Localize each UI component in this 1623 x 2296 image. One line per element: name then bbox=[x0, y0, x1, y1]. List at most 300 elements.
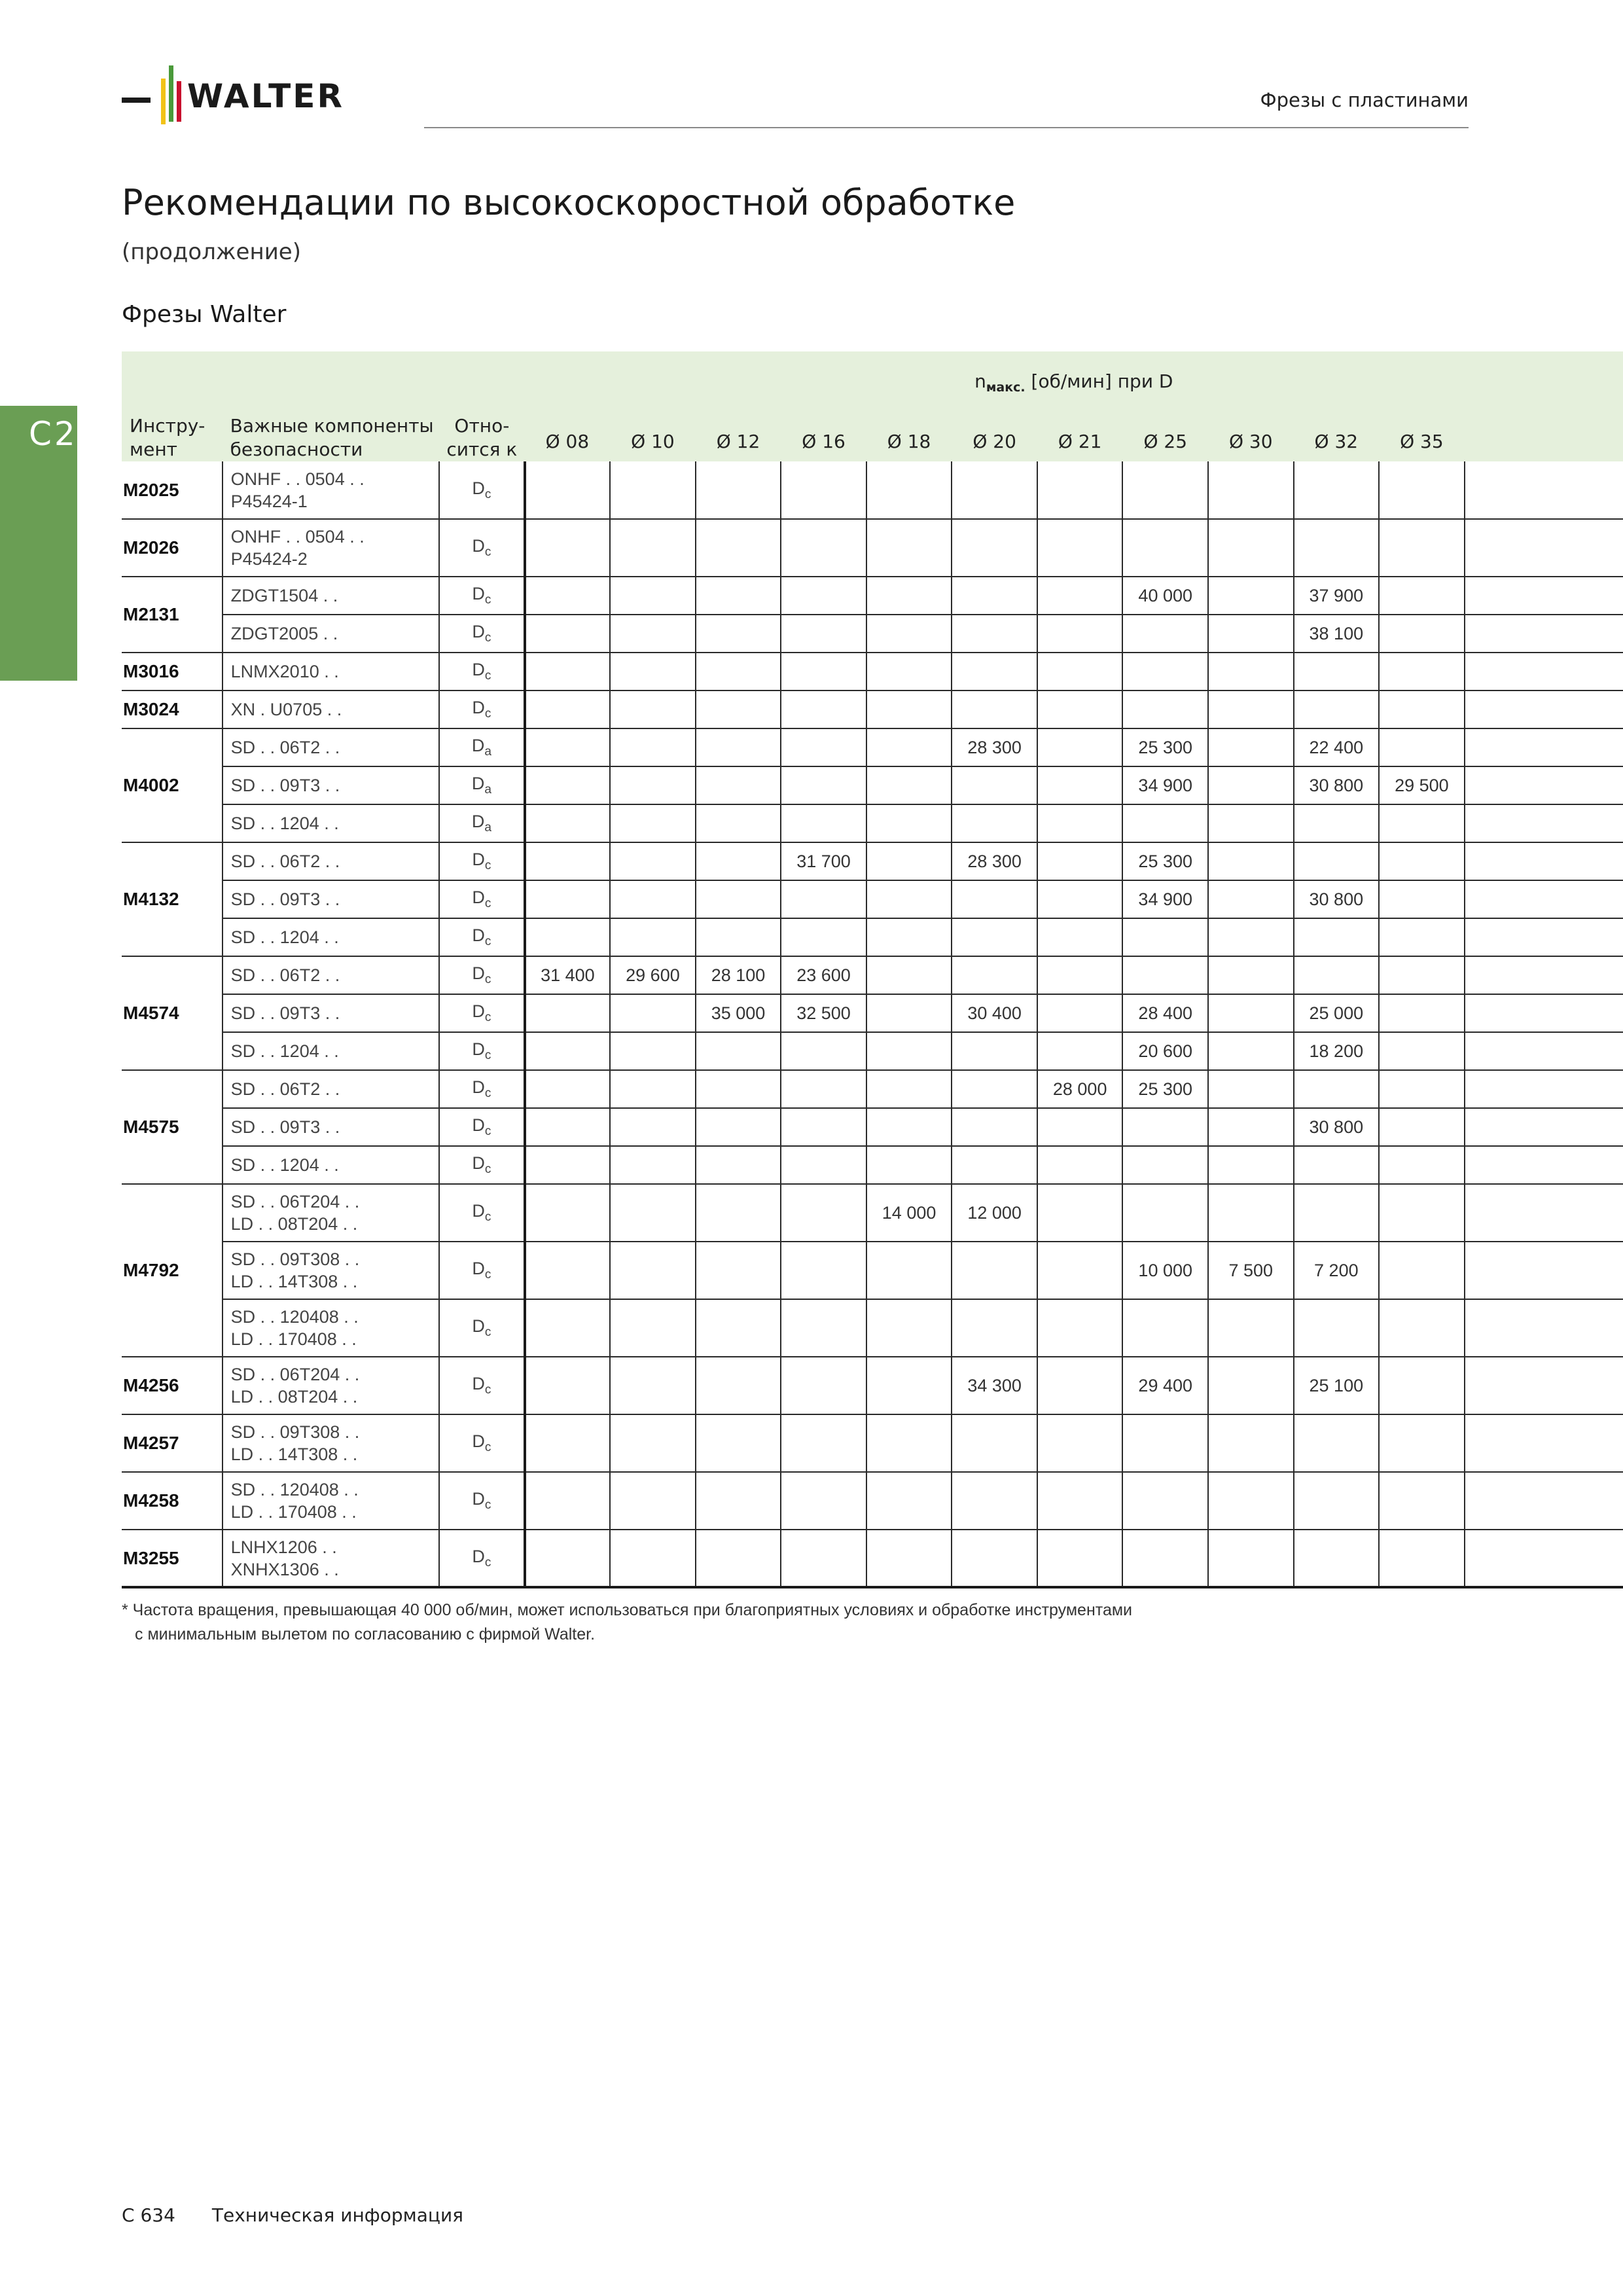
rpm-value: 18 200 bbox=[1294, 1032, 1380, 1070]
rpm-value bbox=[781, 918, 866, 956]
rpm-value bbox=[781, 519, 866, 577]
reference-cell: $D_c$ bbox=[439, 956, 525, 994]
rpm-value bbox=[781, 804, 866, 842]
page-subtitle: (продолжение) bbox=[122, 239, 301, 265]
component-cell bbox=[223, 577, 439, 615]
rpm-value bbox=[610, 994, 696, 1032]
rpm-value: 34 900 bbox=[1122, 880, 1208, 918]
rpm-value bbox=[952, 766, 1037, 804]
rpm-value bbox=[610, 1530, 696, 1587]
component-cell bbox=[223, 1146, 439, 1184]
rpm-value bbox=[866, 1242, 952, 1299]
rpm-value bbox=[525, 519, 611, 577]
rpm-value bbox=[696, 519, 781, 577]
table-row bbox=[122, 461, 1623, 519]
rpm-value bbox=[866, 918, 952, 956]
spare-cell bbox=[1465, 918, 1623, 956]
tool-code: M4792 bbox=[122, 1184, 223, 1357]
rpm-value bbox=[525, 842, 611, 880]
component-cell bbox=[223, 766, 439, 804]
rpm-value bbox=[525, 766, 611, 804]
reference-cell: $D_c$ bbox=[439, 918, 525, 956]
tool-code: M2025 bbox=[122, 461, 223, 519]
rpm-value bbox=[1037, 461, 1123, 519]
component-line: SD . . 06T2 . . bbox=[230, 738, 340, 757]
tool-code: M3255 bbox=[122, 1530, 223, 1587]
rpm-value bbox=[1208, 842, 1294, 880]
rpm-value bbox=[952, 577, 1037, 615]
rpm-value bbox=[866, 842, 952, 880]
rpm-value bbox=[1208, 728, 1294, 766]
rpm-value bbox=[1379, 1146, 1465, 1184]
table-row bbox=[122, 1070, 1623, 1108]
rpm-value bbox=[866, 880, 952, 918]
rpm-value bbox=[1122, 1472, 1208, 1530]
rpm-value bbox=[1037, 842, 1123, 880]
rpm-value bbox=[1208, 1108, 1294, 1146]
table-row bbox=[122, 577, 1623, 615]
rpm-value bbox=[1122, 956, 1208, 994]
rpm-value bbox=[610, 1108, 696, 1146]
rpm-value bbox=[952, 956, 1037, 994]
rpm-value bbox=[1122, 1184, 1208, 1242]
footer-text: Техническая информация bbox=[211, 2204, 464, 2226]
rpm-value bbox=[1037, 804, 1123, 842]
reference-cell: $D_c$ bbox=[439, 1299, 525, 1357]
reference-cell: $D_c$ bbox=[439, 1032, 525, 1070]
table-row bbox=[122, 918, 1623, 956]
rpm-value bbox=[1208, 1146, 1294, 1184]
rpm-value bbox=[1037, 766, 1123, 804]
rpm-value bbox=[1037, 880, 1123, 918]
spare-cell bbox=[1465, 691, 1623, 728]
rpm-value: 38 100 bbox=[1294, 615, 1380, 653]
rpm-group-header: $n_{макс.}$ [об/мин] при D bbox=[525, 351, 1623, 401]
rpm-value bbox=[1122, 1299, 1208, 1357]
rpm-value bbox=[952, 1242, 1037, 1299]
rpm-value bbox=[1037, 653, 1123, 691]
rpm-value bbox=[781, 1146, 866, 1184]
component-line: SD . . 1204 . . bbox=[230, 1041, 339, 1061]
rpm-value bbox=[1122, 461, 1208, 519]
rpm-value: 25 300 bbox=[1122, 842, 1208, 880]
table-row bbox=[122, 1414, 1623, 1472]
rpm-value bbox=[1379, 1357, 1465, 1414]
rpm-value bbox=[610, 1032, 696, 1070]
rpm-value bbox=[696, 1299, 781, 1357]
page-footer bbox=[122, 2204, 463, 2226]
rpm-value bbox=[1208, 1414, 1294, 1472]
component-cell bbox=[223, 1184, 439, 1242]
diameter-header: Ø 12 bbox=[696, 401, 781, 461]
component-line: ZDGT2005 . . bbox=[230, 624, 338, 643]
rpm-value bbox=[1037, 615, 1123, 653]
walter-logo bbox=[122, 59, 397, 131]
diameter-header: Ø 30 bbox=[1208, 401, 1294, 461]
table-row bbox=[122, 1032, 1623, 1070]
rpm-value bbox=[866, 1146, 952, 1184]
reference-cell: $D_c$ bbox=[439, 1146, 525, 1184]
tool-code: M4002 bbox=[122, 728, 223, 842]
reference-cell: $D_c$ bbox=[439, 691, 525, 728]
header-category: Фрезы с пластинами bbox=[1260, 89, 1469, 111]
table-row bbox=[122, 653, 1623, 691]
rpm-value bbox=[1379, 1108, 1465, 1146]
rpm-value bbox=[1037, 1184, 1123, 1242]
rpm-value: 25 300 bbox=[1122, 1070, 1208, 1108]
spare-cell bbox=[1465, 577, 1623, 615]
rpm-value bbox=[1379, 1472, 1465, 1530]
rpm-value bbox=[1379, 1530, 1465, 1587]
rpm-value bbox=[696, 1070, 781, 1108]
rpm-value: 7 500 bbox=[1208, 1242, 1294, 1299]
rpm-value bbox=[525, 1242, 611, 1299]
rpm-value bbox=[866, 1414, 952, 1472]
table-row bbox=[122, 1108, 1623, 1146]
rpm-value: 40 000 bbox=[1122, 577, 1208, 615]
rpm-value bbox=[610, 918, 696, 956]
rpm-value: 29 400 bbox=[1122, 1357, 1208, 1414]
component-line: SD . . 06T204 . . bbox=[230, 1192, 360, 1211]
rpm-value bbox=[525, 1472, 611, 1530]
component-line: P45424-1 bbox=[230, 491, 308, 511]
rpm-value bbox=[1294, 1472, 1380, 1530]
component-line: SD . . 09T3 . . bbox=[230, 776, 340, 795]
component-cell bbox=[223, 615, 439, 653]
reference-cell: $D_c$ bbox=[439, 1472, 525, 1530]
rpm-value: 28 300 bbox=[952, 728, 1037, 766]
spare-cell bbox=[1465, 615, 1623, 653]
reference-cell: $D_c$ bbox=[439, 653, 525, 691]
rpm-value bbox=[1379, 1299, 1465, 1357]
table-row bbox=[122, 1242, 1623, 1299]
table-row bbox=[122, 1299, 1623, 1357]
tool-code: M4258 bbox=[122, 1472, 223, 1530]
rpm-value: 35 000 bbox=[696, 994, 781, 1032]
reference-cell: $D_c$ bbox=[439, 1414, 525, 1472]
rpm-value bbox=[525, 1032, 611, 1070]
rpm-value bbox=[610, 804, 696, 842]
rpm-value bbox=[525, 653, 611, 691]
rpm-value bbox=[1208, 519, 1294, 577]
component-line: LD . . 170408 . . bbox=[230, 1329, 357, 1349]
spare-cell bbox=[1465, 728, 1623, 766]
rpm-value bbox=[1294, 1184, 1380, 1242]
rpm-value bbox=[1379, 1184, 1465, 1242]
rpm-value bbox=[610, 461, 696, 519]
section-tab bbox=[0, 406, 77, 681]
rpm-value bbox=[696, 1242, 781, 1299]
component-cell bbox=[223, 994, 439, 1032]
table-row bbox=[122, 691, 1623, 728]
component-line: LD . . 08T204 . . bbox=[230, 1387, 358, 1407]
rpm-value bbox=[610, 728, 696, 766]
rpm-value bbox=[952, 691, 1037, 728]
spare-cell bbox=[1465, 804, 1623, 842]
rpm-value bbox=[1208, 1299, 1294, 1357]
rpm-value bbox=[1037, 1146, 1123, 1184]
rpm-value bbox=[1208, 577, 1294, 615]
rpm-value bbox=[1037, 1108, 1123, 1146]
rpm-value bbox=[866, 994, 952, 1032]
rpm-value bbox=[781, 577, 866, 615]
rpm-value bbox=[1208, 653, 1294, 691]
rpm-value bbox=[696, 1530, 781, 1587]
component-line: LNHX1206 . . bbox=[230, 1537, 337, 1557]
rpm-value: 32 500 bbox=[781, 994, 866, 1032]
rpm-value bbox=[1379, 956, 1465, 994]
rpm-value bbox=[610, 577, 696, 615]
component-cell bbox=[223, 519, 439, 577]
rpm-value bbox=[525, 994, 611, 1032]
component-line: SD . . 1204 . . bbox=[230, 814, 339, 833]
component-line: ONHF . . 0504 . . bbox=[230, 469, 365, 489]
table-row bbox=[122, 1357, 1623, 1414]
rpm-value bbox=[952, 1070, 1037, 1108]
col-tool-header: Инстру- мент bbox=[122, 351, 223, 461]
rpm-value bbox=[781, 1530, 866, 1587]
rpm-value bbox=[1208, 1070, 1294, 1108]
component-line: SD . . 120408 . . bbox=[230, 1307, 359, 1327]
rpm-value bbox=[1379, 615, 1465, 653]
rpm-value bbox=[1294, 918, 1380, 956]
rpm-value bbox=[610, 842, 696, 880]
component-line: XN . U0705 . . bbox=[230, 700, 342, 719]
rpm-value bbox=[1379, 994, 1465, 1032]
tool-code: M2026 bbox=[122, 519, 223, 577]
rpm-value bbox=[781, 1414, 866, 1472]
component-cell bbox=[223, 1032, 439, 1070]
rpm-value: 29 500 bbox=[1379, 766, 1465, 804]
diameter-header: Ø 08 bbox=[525, 401, 611, 461]
rpm-value bbox=[525, 804, 611, 842]
component-line: SD . . 120408 . . bbox=[230, 1480, 359, 1499]
rpm-value: 14 000 bbox=[866, 1184, 952, 1242]
rpm-value: 28 100 bbox=[696, 956, 781, 994]
rpm-value bbox=[1037, 1032, 1123, 1070]
rpm-value bbox=[1208, 956, 1294, 994]
rpm-value bbox=[1037, 956, 1123, 994]
rpm-value: 7 200 bbox=[1294, 1242, 1380, 1299]
rpm-value bbox=[696, 653, 781, 691]
rpm-value bbox=[696, 577, 781, 615]
component-line: SD . . 09T3 . . bbox=[230, 889, 340, 909]
rpm-value bbox=[525, 1070, 611, 1108]
component-line: LD . . 14T308 . . bbox=[230, 1444, 358, 1464]
rpm-value bbox=[866, 461, 952, 519]
rpm-value bbox=[1208, 461, 1294, 519]
rpm-value bbox=[952, 615, 1037, 653]
table-row bbox=[122, 1472, 1623, 1530]
component-line: LD . . 170408 . . bbox=[230, 1502, 357, 1522]
table-row bbox=[122, 1530, 1623, 1587]
rpm-value bbox=[696, 1472, 781, 1530]
diameter-header: Ø 25 bbox=[1122, 401, 1208, 461]
component-line: SD . . 06T2 . . bbox=[230, 1079, 340, 1099]
rpm-value bbox=[1208, 766, 1294, 804]
rpm-value bbox=[866, 1108, 952, 1146]
rpm-value bbox=[1122, 918, 1208, 956]
tool-code: M2131 bbox=[122, 577, 223, 653]
reference-cell: $D_a$ bbox=[439, 804, 525, 842]
rpm-value: 31 400 bbox=[525, 956, 611, 994]
rpm-value bbox=[781, 1357, 866, 1414]
rpm-value bbox=[525, 1357, 611, 1414]
rpm-value bbox=[1037, 691, 1123, 728]
rpm-value bbox=[1037, 918, 1123, 956]
spare-cell bbox=[1465, 1146, 1623, 1184]
rpm-value bbox=[1294, 1414, 1380, 1472]
tool-code: M4574 bbox=[122, 956, 223, 1070]
rpm-value bbox=[610, 1184, 696, 1242]
rpm-value bbox=[866, 577, 952, 615]
rpm-value bbox=[1379, 653, 1465, 691]
rpm-value bbox=[1037, 1357, 1123, 1414]
rpm-value bbox=[1037, 1530, 1123, 1587]
rpm-value bbox=[952, 1108, 1037, 1146]
rpm-value bbox=[952, 1032, 1037, 1070]
rpm-value: 31 700 bbox=[781, 842, 866, 880]
component-line: SD . . 06T2 . . bbox=[230, 852, 340, 871]
tool-code: M3016 bbox=[122, 653, 223, 691]
rpm-value: 22 400 bbox=[1294, 728, 1380, 766]
rpm-value: 28 300 bbox=[952, 842, 1037, 880]
rpm-value bbox=[696, 1357, 781, 1414]
component-cell bbox=[223, 1414, 439, 1472]
rpm-value bbox=[610, 1414, 696, 1472]
component-cell bbox=[223, 1070, 439, 1108]
component-cell bbox=[223, 956, 439, 994]
rpm-value bbox=[1379, 918, 1465, 956]
rpm-value bbox=[781, 691, 866, 728]
rpm-value: 20 600 bbox=[1122, 1032, 1208, 1070]
component-line: ZDGT1504 . . bbox=[230, 586, 338, 605]
rpm-value bbox=[1294, 653, 1380, 691]
component-line: LD . . 14T308 . . bbox=[230, 1272, 358, 1291]
rpm-value: 30 800 bbox=[1294, 766, 1380, 804]
rpm-value bbox=[1037, 1299, 1123, 1357]
tool-code: M4575 bbox=[122, 1070, 223, 1184]
rpm-value bbox=[525, 461, 611, 519]
spare-cell bbox=[1465, 1070, 1623, 1108]
col-components-header: Важные компоненты безопасности bbox=[223, 351, 439, 461]
reference-cell: $D_c$ bbox=[439, 1070, 525, 1108]
rpm-value: 12 000 bbox=[952, 1184, 1037, 1242]
rpm-value bbox=[781, 880, 866, 918]
rpm-value bbox=[696, 918, 781, 956]
reference-cell: $D_c$ bbox=[439, 880, 525, 918]
rpm-value bbox=[610, 1070, 696, 1108]
reference-cell: $D_c$ bbox=[439, 615, 525, 653]
rpm-value bbox=[952, 918, 1037, 956]
rpm-value bbox=[525, 1146, 611, 1184]
page-number: C 634 bbox=[122, 2204, 175, 2226]
rpm-value bbox=[1122, 615, 1208, 653]
component-line: SD . . 09T308 . . bbox=[230, 1422, 360, 1442]
rpm-value bbox=[525, 1108, 611, 1146]
section-tab-label: C2 bbox=[29, 415, 78, 453]
footnote-line-1: * Частота вращения, превышающая 40 000 об/мин, может использоваться при благоприятных условиях и обработке инструментами bbox=[122, 1601, 1132, 1619]
rpm-value bbox=[1294, 956, 1380, 994]
rpm-value bbox=[1379, 1032, 1465, 1070]
section-heading: Фрезы Walter bbox=[122, 301, 287, 328]
rpm-value bbox=[525, 728, 611, 766]
rpm-value bbox=[952, 1530, 1037, 1587]
rpm-value bbox=[1037, 1414, 1123, 1472]
rpm-value: 28 000 bbox=[1037, 1070, 1123, 1108]
rpm-value: 10 000 bbox=[1122, 1242, 1208, 1299]
rpm-value bbox=[866, 1299, 952, 1357]
rpm-value bbox=[1208, 1472, 1294, 1530]
reference-cell: $D_c$ bbox=[439, 1530, 525, 1587]
rpm-value bbox=[952, 880, 1037, 918]
rpm-value bbox=[1379, 461, 1465, 519]
rpm-value bbox=[1122, 653, 1208, 691]
rpm-value bbox=[1379, 1242, 1465, 1299]
page-title: Рекомендации по высокоскоростной обработке bbox=[122, 182, 1016, 223]
rpm-value bbox=[1122, 1108, 1208, 1146]
rpm-value: 28 400 bbox=[1122, 994, 1208, 1032]
table-row bbox=[122, 1184, 1623, 1242]
rpm-value bbox=[1208, 1530, 1294, 1587]
rpm-value: 29 600 bbox=[610, 956, 696, 994]
rpm-value bbox=[610, 1357, 696, 1414]
rpm-value bbox=[781, 728, 866, 766]
table-row bbox=[122, 956, 1623, 994]
component-cell bbox=[223, 804, 439, 842]
reference-cell: $D_a$ bbox=[439, 728, 525, 766]
rpm-value bbox=[525, 1184, 611, 1242]
reference-cell: $D_c$ bbox=[439, 994, 525, 1032]
rpm-value bbox=[866, 691, 952, 728]
rpm-value bbox=[696, 461, 781, 519]
diameter-header: Ø 32 bbox=[1294, 401, 1380, 461]
rpm-value bbox=[696, 1032, 781, 1070]
rpm-value: 25 000 bbox=[1294, 994, 1380, 1032]
rpm-value bbox=[525, 880, 611, 918]
table-row bbox=[122, 766, 1623, 804]
table-row bbox=[122, 615, 1623, 653]
rpm-value bbox=[696, 880, 781, 918]
component-line: SD . . 09T3 . . bbox=[230, 1003, 340, 1023]
rpm-value bbox=[1037, 728, 1123, 766]
component-cell bbox=[223, 1472, 439, 1530]
reference-cell: $D_c$ bbox=[439, 519, 525, 577]
rpm-value bbox=[1122, 519, 1208, 577]
rpm-value bbox=[696, 1146, 781, 1184]
spare-cell bbox=[1465, 1472, 1623, 1530]
rpm-value bbox=[1294, 1530, 1380, 1587]
rpm-value bbox=[952, 519, 1037, 577]
tool-code: M4257 bbox=[122, 1414, 223, 1472]
rpm-value: 37 900 bbox=[1294, 577, 1380, 615]
rpm-value: 30 400 bbox=[952, 994, 1037, 1032]
rpm-value bbox=[1294, 1070, 1380, 1108]
rpm-value bbox=[781, 766, 866, 804]
component-cell bbox=[223, 1299, 439, 1357]
diameter-header: Ø 21 bbox=[1037, 401, 1123, 461]
rpm-value bbox=[610, 519, 696, 577]
rpm-value bbox=[866, 653, 952, 691]
rpm-value bbox=[525, 691, 611, 728]
rpm-value bbox=[1208, 1032, 1294, 1070]
rpm-value bbox=[610, 1242, 696, 1299]
rpm-value bbox=[1379, 842, 1465, 880]
component-line: SD . . 06T204 . . bbox=[230, 1365, 360, 1384]
spare-cell bbox=[1465, 1299, 1623, 1357]
component-line: P45424-2 bbox=[230, 549, 308, 569]
rpm-value bbox=[696, 615, 781, 653]
